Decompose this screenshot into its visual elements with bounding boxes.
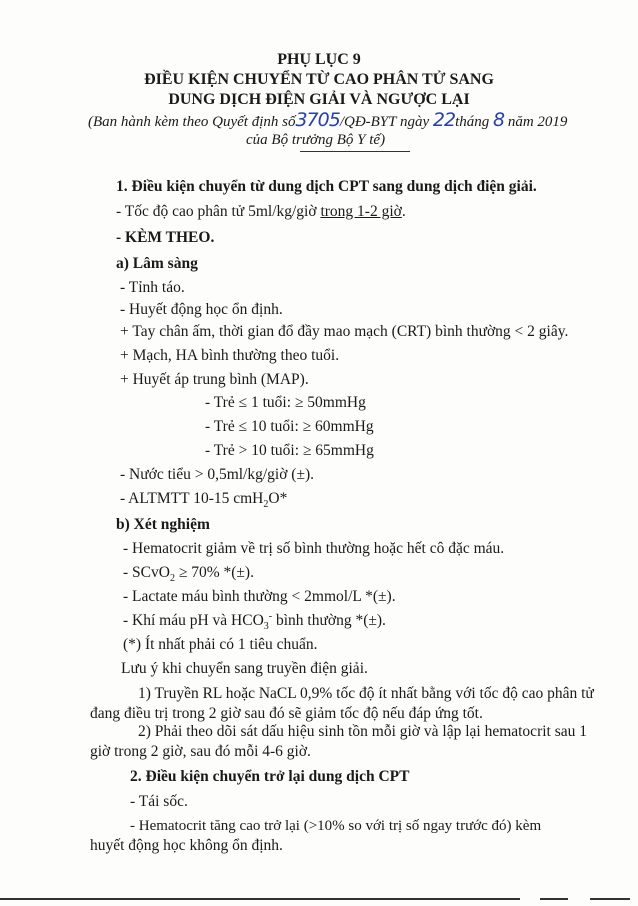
map-item: - Trẻ > 10 tuổi: ≥ 65mmHg — [205, 442, 374, 459]
note-item-1: 1) Truyền RL hoặc NaCL 0,9% tốc độ ít nhất bằng với tốc độ cao phân tử — [138, 685, 594, 702]
lab-item — [123, 611, 386, 631]
clinical-item: + Huyết áp trung bình (MAP). — [120, 371, 309, 388]
clinical-item: - Tỉnh táo. — [120, 279, 185, 296]
issue-month: 8 — [492, 109, 505, 131]
cvp-subscript: 2 — [263, 499, 269, 511]
clinical-item: - Huyết động học ổn định. — [120, 301, 283, 318]
clinical-item: + Tay chân ấm, thời gian đổ đầy mao mạch (CRT) bình thường < 2 giây. — [120, 323, 569, 340]
cvp-item — [120, 489, 287, 509]
rate-duration: trong 1-2 giờ — [320, 203, 402, 220]
rate-text: - Tốc độ cao phân tử 5ml/kg/giờ — [116, 203, 317, 220]
note-item-2: 2) Phải theo dõi sát dấu hiệu sinh tồn mỗi giờ và lập lại hematocrit sau 1 — [138, 723, 588, 740]
appendix-label: PHỤ LỤC 9 — [277, 51, 361, 68]
map-item: - Trẻ ≤ 10 tuổi: ≥ 60mmHg — [205, 418, 374, 435]
title-line-2: DUNG DỊCH ĐIỆN GIẢI VÀ NGƯỢC LẠI — [168, 91, 470, 108]
hco3-value: bình thường *(±). — [272, 612, 386, 629]
note-item-1-cont: đang điều trị trong 2 giờ sau đó sẽ giảm tốc độ nếu đáp ứng tốt. — [90, 705, 483, 722]
rate-end: . — [401, 203, 406, 220]
revert-item: - Tái sốc. — [130, 793, 188, 810]
section-1-heading: 1. Điều kiện chuyển từ dung dịch CPT sang dung dịch điện giải. — [116, 178, 537, 195]
issued-line — [88, 110, 567, 132]
attach-heading: - KÈM THEO. — [116, 229, 215, 246]
scvo2-text: - SCvO — [123, 564, 170, 581]
lab-footnote: (*) Ít nhất phải có 1 tiêu chuẩn. — [123, 636, 318, 653]
revert-item: - Hematocrit tăng cao trở lại (>10% so với trị số ngay trước đó) kèm — [130, 818, 542, 834]
urine-item: - Nước tiểu > 0,5ml/kg/giờ (±). — [120, 466, 314, 483]
issuer-underline — [300, 151, 410, 152]
clinical-title: a) Lâm sàng — [116, 255, 198, 272]
hco3-text: - Khí máu pH và HCO — [123, 612, 264, 629]
scvo2-subscript: 2 — [169, 573, 175, 585]
note-title: Lưu ý khi chuyển sang truyền điện giải. — [121, 660, 368, 677]
rate-line — [116, 202, 406, 222]
issued-year: năm 2019 — [507, 114, 568, 130]
lab-title: b) Xét nghiệm — [116, 516, 210, 533]
scan-edge-line — [0, 898, 520, 900]
issuer-line — [246, 130, 385, 150]
note-item-2-cont: giờ trong 2 giờ, sau đó mỗi 4-6 giờ. — [90, 743, 311, 760]
issued-month-label: tháng — [455, 114, 490, 130]
lab-item — [123, 563, 254, 583]
clinical-item: + Mạch, HA bình thường theo tuổi. — [120, 347, 340, 364]
issuer: của Bộ trưởng Bộ Y tế) — [246, 132, 386, 148]
map-item: - Trẻ ≤ 1 tuổi: ≥ 50mmHg — [205, 394, 366, 411]
title-line-1: ĐIỀU KIỆN CHUYỂN TỪ CAO PHÂN TỬ SANG — [144, 71, 494, 88]
section-2-heading: 2. Điều kiện chuyển trở lại dung dịch CPT — [130, 768, 410, 785]
cvp-text: - ALTMTT 10-15 cmH — [120, 490, 264, 507]
lab-item: - Hematocrit giảm về trị số bình thường hoặc hết cô đặc máu. — [123, 540, 505, 557]
decision-number: 3705 — [295, 109, 340, 131]
issued-mid: /QĐ-BYT ngày — [339, 114, 430, 130]
revert-item-cont: huyết động học không ổn định. — [90, 837, 283, 854]
hco3-subscript: 3 — [263, 621, 269, 633]
hco3-superscript: - — [268, 610, 273, 622]
issued-prefix: (Ban hành kèm theo Quyết định số — [88, 114, 296, 130]
scan-edge-mark — [590, 898, 630, 900]
cvp-unit: O* — [268, 490, 288, 507]
lab-item: - Lactate máu bình thường < 2mmol/L *(±). — [123, 588, 396, 605]
scvo2-value: ≥ 70% *(±). — [174, 564, 254, 581]
scan-edge-mark — [540, 898, 568, 900]
issue-day: 22 — [432, 109, 456, 131]
